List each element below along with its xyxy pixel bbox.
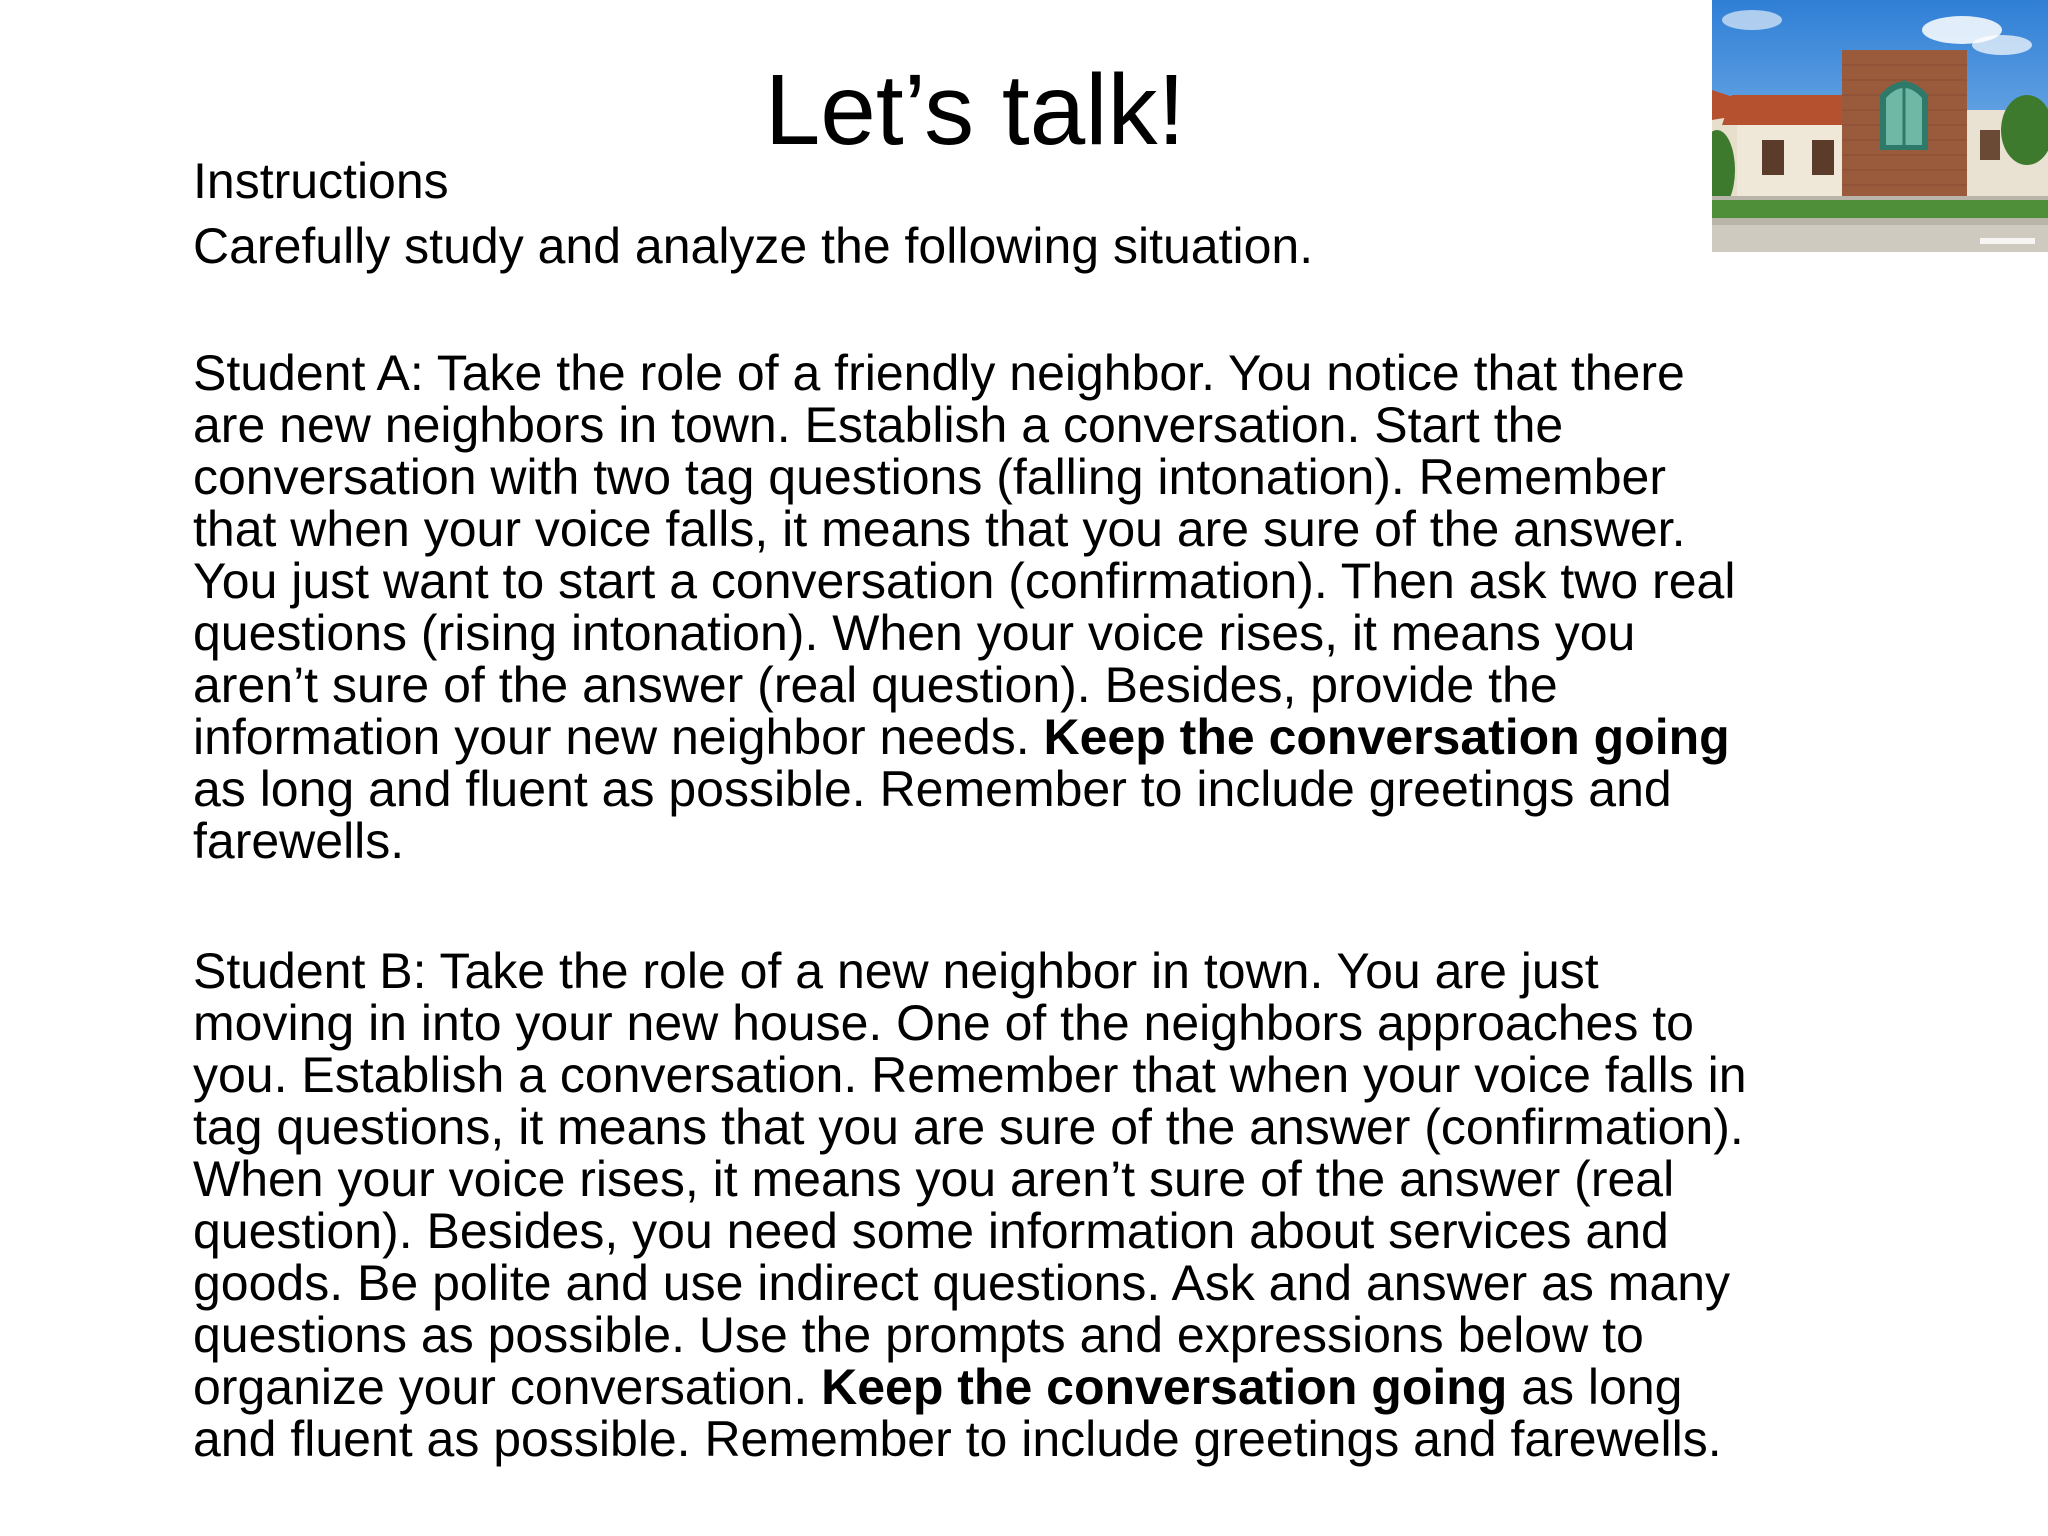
student-b-text: organize your conversation. [193, 1359, 822, 1415]
student-a-line: that when your voice falls, it means that you are sure of the answer. [193, 501, 1686, 557]
student-a-line: Student A: Take the role of a friendly neighbor. You notice that there [193, 345, 1685, 401]
student-b-line: moving in into your new house. One of the neighbors approaches to [193, 995, 1694, 1051]
instructions-text: Carefully study and analyze the following situation. [193, 218, 1314, 274]
student-a-paragraph [193, 347, 1893, 867]
student-a-line: are new neighbors in town. Establish a conversation. Start the [193, 397, 1564, 453]
student-a-emphasis: Keep the conversation going [1043, 709, 1730, 765]
student-b-line: question). Besides, you need some information about services and [193, 1203, 1669, 1259]
student-a-line: aren’t sure of the answer (real question). Besides, provide the [193, 657, 1558, 713]
student-a-line: conversation with two tag questions (falling intonation). Remember [193, 449, 1666, 505]
student-a-line: questions (rising intonation). When your voice rises, it means you [193, 605, 1636, 661]
instructions-heading: Instructions [193, 153, 449, 209]
student-a-text: information your new neighbor needs. [193, 709, 1044, 765]
student-b-line: you. Establish a conversation. Remember that when your voice falls in [193, 1047, 1747, 1103]
slide-title: Let’s talk! [764, 54, 1186, 166]
student-a-line [193, 711, 1893, 763]
student-b-emphasis: Keep the conversation going [821, 1359, 1508, 1415]
student-b-line: goods. Be polite and use indirect questions. Ask and answer as many [193, 1255, 1731, 1311]
house-photo-icon [1712, 0, 2048, 252]
student-a-line: farewells. [193, 813, 405, 869]
student-b-paragraph [193, 945, 1893, 1465]
student-b-text: as long [1507, 1359, 1683, 1415]
student-b-line: When your voice rises, it means you aren’t sure of the answer (real [193, 1151, 1675, 1207]
house-photo [1712, 0, 2048, 252]
student-b-line: tag questions, it means that you are sure of the answer (confirmation). [193, 1099, 1744, 1155]
student-b-line: Student B: Take the role of a new neighbor in town. You are just [193, 943, 1599, 999]
student-b-line: questions as possible. Use the prompts and expressions below to [193, 1307, 1644, 1363]
student-b-line: and fluent as possible. Remember to include greetings and farewells. [193, 1411, 1722, 1467]
student-b-line [193, 1361, 1893, 1413]
student-a-line: as long and fluent as possible. Remember to include greetings and [193, 761, 1672, 817]
student-a-line: You just want to start a conversation (confirmation). Then ask two real [193, 553, 1736, 609]
